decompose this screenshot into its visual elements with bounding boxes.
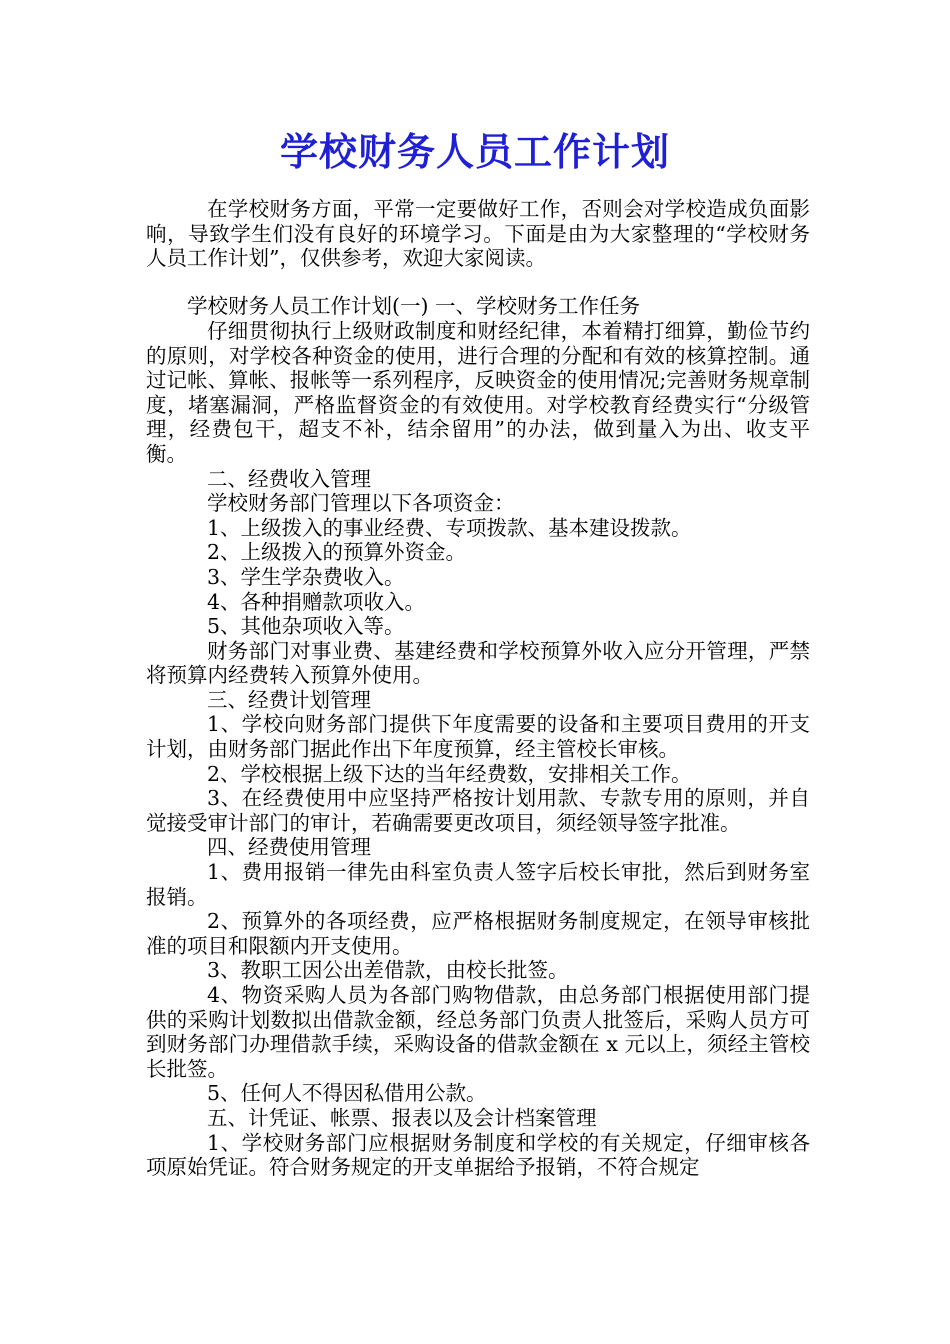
list-item: 5、其他杂项收入等。	[207, 614, 405, 639]
list-item: 3、教职工因公出差借款，由校长批签。	[207, 958, 569, 983]
list-item: 5、任何人不得因私借用公款。	[207, 1081, 487, 1106]
paragraph-5: 1、学校财务部门应根据财务制度和学校的有关规定，仔细审核各项原始凭证。符合财务规定的开支单据给予报销，不符合规定	[146, 1130, 810, 1180]
list-item: 4、物资采购人员为各部门购物借款，由总务部门根据使用部门提供的采购计划数拟出借款金额，经总务部门负责人批签后，采购人员方可到财务部门办理借款手续，采购设备的借款金额在 x 元以上，须经主管校长批签。	[146, 983, 810, 1081]
section-heading-5: 五、计凭证、帐票、报表以及会计档案管理	[207, 1105, 597, 1130]
paragraph-gap	[146, 271, 810, 296]
section-heading-4: 四、经费使用管理	[207, 835, 371, 860]
section-heading-3: 三、经费计划管理	[207, 687, 371, 712]
list-item: 2、预算外的各项经费，应严格根据财务制度规定，在领导审核批准的项目和限额内开支使用。	[146, 909, 810, 958]
list-item: 1、上级拨入的事业经费、专项拨款、基本建设拨款。	[207, 515, 692, 540]
list-item: 2、学校根据上级下达的当年经费数，安排相关工作。	[207, 761, 692, 786]
list-item: 4、各种捐赠款项收入。	[207, 589, 426, 614]
paragraph-1: 仔细贯彻执行上级财政制度和财经纪律，本着精打细算，勤俭节约的原则，对学校各种资金的使用，进行合理的分配和有效的核算控制。通过记帐、算帐、报帐等一系列程序，反映资金的使用情况;完善财务规章制度，堵塞漏洞，严格监督资金的有效使用。对学校教育经费实行“分级管理，经费包干，超支不补，结余留用”的办法，做到量入为出、收支平衡。	[146, 318, 810, 466]
section-heading-1: 学校财务人员工作计划(一) 一、学校财务工作任务	[187, 294, 641, 319]
list-item: 3、在经费使用中应坚持严格按计划用款、专款专用的原则，并自觉接受审计部门的审计，若确需要更改项目，须经领导签字批准。	[146, 786, 810, 835]
document-body	[146, 197, 810, 1180]
section-heading-2: 二、经费收入管理	[207, 466, 371, 491]
list-item: 2、上级拨入的预算外资金。	[207, 540, 467, 565]
document-title: 学校财务人员工作计划	[279, 130, 670, 174]
intro-paragraph: 在学校财务方面，平常一定要做好工作，否则会对学校造成负面影响，导致学生们没有良好的环境学习。下面是由为大家整理的“学校财务人员工作计划”，仅供参考，欢迎大家阅读。	[146, 197, 810, 271]
paragraph-3: 财务部门对事业费、基建经费和学校预算外收入应分开管理，严禁将预算内经费转入预算外使用。	[146, 638, 810, 688]
paragraph-2: 学校财务部门管理以下各项资金：	[207, 491, 515, 516]
list-item: 3、学生学杂费收入。	[207, 564, 405, 589]
list-item: 1、学校向财务部门提供下年度需要的设备和主要项目费用的开支计划，由财务部门据此作出下年度预算，经主管校长审核。	[146, 712, 810, 762]
list-item: 1、费用报销一律先由科室负责人签字后校长审批，然后到财务室报销。	[146, 860, 810, 909]
